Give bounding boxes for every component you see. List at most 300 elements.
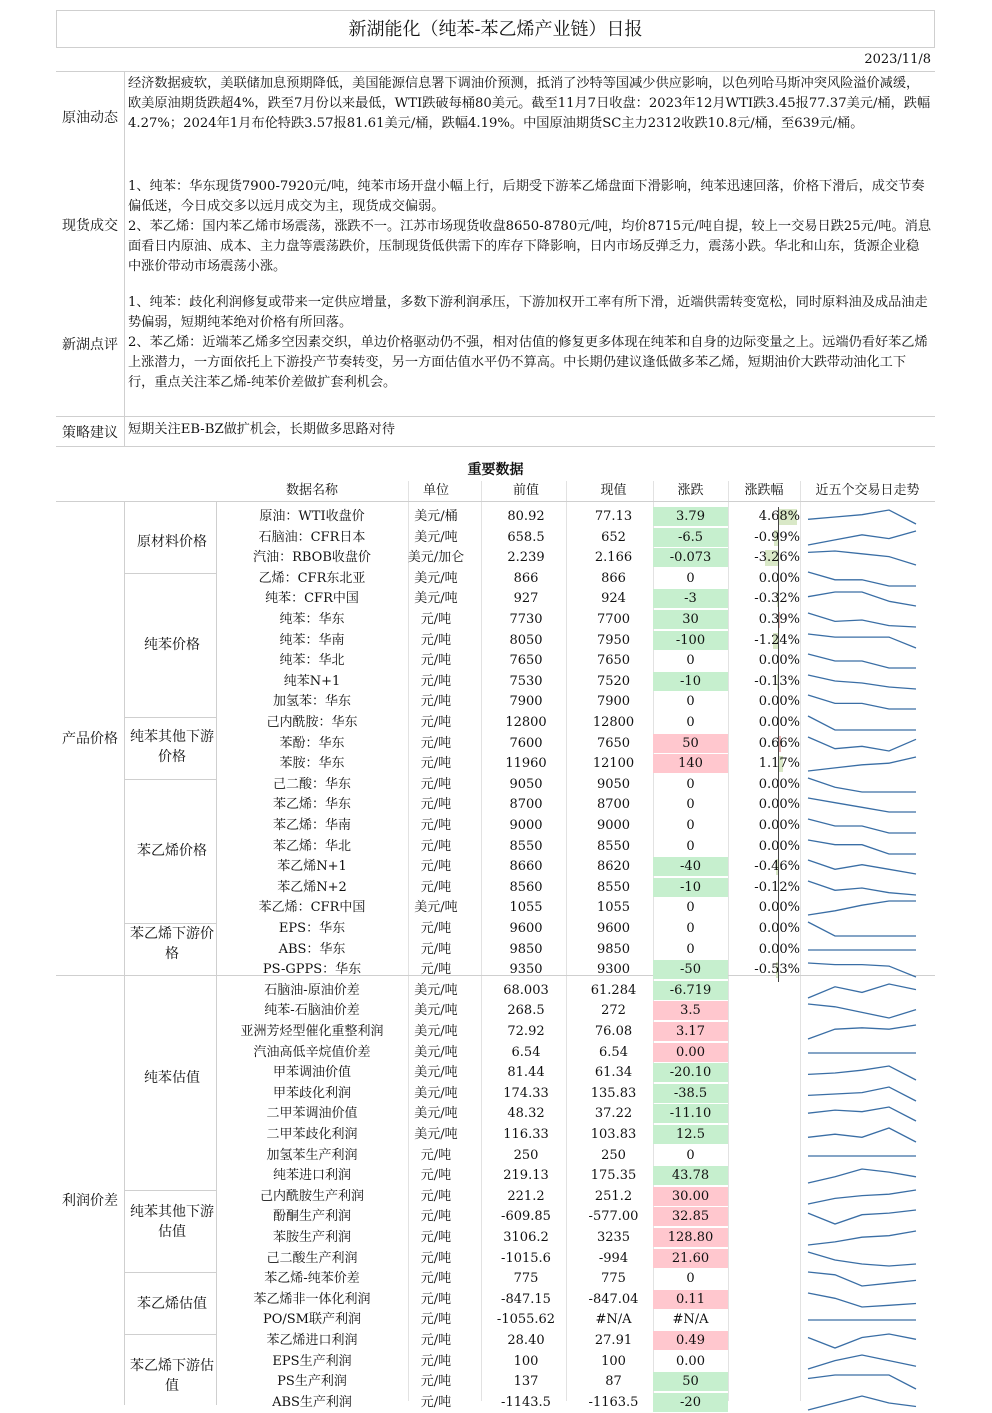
row-pct: -0.13% bbox=[728, 672, 800, 692]
row-curr: 7950 bbox=[566, 631, 661, 651]
group-label-product-price: 产品价格 bbox=[56, 728, 124, 748]
table-title: 重要数据 bbox=[56, 460, 935, 480]
trend-line bbox=[808, 1025, 916, 1039]
subgroup-label-benzene-valuation: 纯苯估值 bbox=[126, 1068, 218, 1088]
trend-line bbox=[808, 695, 916, 709]
row-curr: 77.13 bbox=[566, 507, 661, 527]
trend-sparkline bbox=[804, 1372, 922, 1392]
row-change: 0 bbox=[653, 816, 728, 836]
trend-sparkline bbox=[804, 1290, 922, 1310]
row-pct: -0.32% bbox=[728, 589, 800, 609]
row-curr: 135.83 bbox=[566, 1084, 661, 1104]
row-change: 0 bbox=[653, 1269, 728, 1289]
row-name: 苯酚：华东 bbox=[216, 734, 408, 754]
row-name: 原油：WTI收盘价 bbox=[216, 507, 408, 527]
trend-line bbox=[808, 634, 916, 648]
row-pct: 0.00% bbox=[728, 837, 800, 857]
row-change: 128.80 bbox=[653, 1228, 728, 1247]
row-unit: 元/吨 bbox=[391, 1352, 481, 1372]
trend-line bbox=[808, 531, 916, 545]
row-prev: 11960 bbox=[481, 754, 571, 774]
row-pct bbox=[728, 1166, 800, 1186]
trend-line bbox=[808, 1066, 916, 1080]
row-unit: 元/吨 bbox=[391, 1393, 481, 1413]
trend-sparkline bbox=[804, 1125, 922, 1145]
trend-sparkline bbox=[804, 1207, 922, 1227]
trend-sparkline bbox=[804, 589, 922, 609]
row-curr: 76.08 bbox=[566, 1022, 661, 1042]
row-pct bbox=[728, 981, 800, 1001]
table-row bbox=[56, 1187, 935, 1208]
trend-line bbox=[808, 922, 916, 936]
table-row bbox=[56, 1249, 935, 1270]
row-curr: 8620 bbox=[566, 857, 661, 877]
row-curr: 7650 bbox=[566, 734, 661, 754]
row-unit: 元/吨 bbox=[391, 1146, 481, 1166]
trend-sparkline bbox=[804, 631, 922, 651]
trend-sparkline bbox=[804, 1001, 922, 1021]
row-unit: 美元/吨 bbox=[391, 1063, 481, 1083]
table-row bbox=[56, 1166, 935, 1187]
row-prev: 68.003 bbox=[481, 981, 571, 1001]
row-prev: 927 bbox=[481, 589, 571, 609]
row-curr: 103.83 bbox=[566, 1125, 661, 1145]
row-curr: 87 bbox=[566, 1372, 661, 1392]
row-pct: 0.00% bbox=[728, 816, 800, 836]
row-curr: -577.00 bbox=[566, 1207, 661, 1227]
row-curr: 272 bbox=[566, 1001, 661, 1021]
row-prev: 9050 bbox=[481, 775, 571, 795]
col-header-name: 数据名称 bbox=[216, 481, 408, 501]
trend-line bbox=[808, 963, 916, 977]
row-change: -11.10 bbox=[653, 1104, 728, 1123]
trend-sparkline bbox=[804, 610, 922, 630]
row-name: ABS：华东 bbox=[216, 940, 408, 960]
table-row bbox=[56, 816, 935, 837]
row-change: 0 bbox=[653, 651, 728, 671]
row-curr: -994 bbox=[566, 1249, 661, 1269]
row-curr: 9050 bbox=[566, 775, 661, 795]
row-name: 苯胺：华东 bbox=[216, 754, 408, 774]
row-change: -20.10 bbox=[653, 1063, 728, 1082]
row-unit: 元/吨 bbox=[391, 795, 481, 815]
comment-paragraph-styrene: 2、苯乙烯：近端苯乙烯多空因素交织，单边价格驱动仍不强，相对估值的修复更多体现在纯苯和自身的边际变量之上。远端仍看好苯乙烯上涨潜力，一方面依托上下游投产节奏转变，另一方面估值水平仍不算高。中长期仍建议逢低做多苯乙烯，短期油价大跌带动油化工下行，重点关注苯乙烯-纯苯价差做扩套利机会。 bbox=[128, 333, 931, 393]
row-prev: 775 bbox=[481, 1269, 571, 1289]
row-curr: 61.34 bbox=[566, 1063, 661, 1083]
row-prev: 174.33 bbox=[481, 1084, 571, 1104]
row-name: 苯乙烯N+1 bbox=[216, 857, 408, 877]
row-curr: 8700 bbox=[566, 795, 661, 815]
trend-sparkline bbox=[804, 898, 922, 918]
row-name: 甲苯调油价值 bbox=[216, 1063, 408, 1083]
trend-line bbox=[808, 551, 916, 565]
row-unit: 元/吨 bbox=[391, 1166, 481, 1186]
trend-sparkline bbox=[804, 1043, 922, 1063]
table-row bbox=[56, 631, 935, 652]
row-pct: 0.00% bbox=[728, 795, 800, 815]
row-curr: 652 bbox=[566, 528, 661, 548]
row-name: EPS生产利润 bbox=[216, 1352, 408, 1372]
row-prev: 658.5 bbox=[481, 528, 571, 548]
row-name: 纯苯N+1 bbox=[216, 672, 408, 692]
trend-sparkline bbox=[804, 1269, 922, 1289]
table-row bbox=[56, 1146, 935, 1167]
row-name: 苯乙烯：华东 bbox=[216, 795, 408, 815]
row-pct bbox=[728, 1228, 800, 1248]
trend-sparkline bbox=[804, 734, 922, 754]
table-row bbox=[56, 898, 935, 919]
trend-sparkline bbox=[804, 837, 922, 857]
trend-line bbox=[808, 984, 916, 998]
section-divider bbox=[56, 71, 935, 72]
row-curr: 251.2 bbox=[566, 1187, 661, 1207]
row-curr: 61.284 bbox=[566, 981, 661, 1001]
table-row bbox=[56, 1290, 935, 1311]
table-row bbox=[56, 1001, 935, 1022]
trend-line bbox=[808, 778, 916, 792]
row-unit: 元/吨 bbox=[391, 734, 481, 754]
trend-line bbox=[808, 881, 916, 895]
trend-sparkline bbox=[804, 940, 922, 960]
row-name: 石脑油：CFR日本 bbox=[216, 528, 408, 548]
trend-line bbox=[808, 675, 916, 689]
crude-paragraph: 经济数据疲软，美联储加息预期降低，美国能源信息署下调油价预测，抵消了沙特等国减少供应影响，以色列哈马斯冲突风险溢价减缓，欧美原油期货跌超4%，跌至7月份以来最低，WTI跌破每桶80美元。截至11月7日收盘：2023年12月WTI跌3.45报77.37美元/桶，跌幅4.27%；2024年1月布伦特跌3.57报81.61美元/桶，跌幅4.19%。中国原油期货SC主力2312收跌10.8元/桶，至639元/桶。 bbox=[128, 74, 931, 134]
row-unit: 美元/吨 bbox=[391, 1022, 481, 1042]
section-label-strategy: 策略建议 bbox=[56, 422, 124, 442]
trend-sparkline bbox=[804, 1352, 922, 1372]
subgroup-label-styrene-valuation: 苯乙烯估值 bbox=[126, 1294, 218, 1314]
table-row bbox=[56, 548, 935, 569]
row-name: 己内酰胺生产利润 bbox=[216, 1187, 408, 1207]
row-unit: 元/吨 bbox=[391, 692, 481, 712]
row-curr: #N/A bbox=[566, 1310, 661, 1330]
subgroup-label-styrene-price: 苯乙烯价格 bbox=[126, 841, 218, 861]
trend-sparkline bbox=[804, 692, 922, 712]
spot-paragraph-benzene: 1、纯苯：华东现货7900-7920元/吨，纯苯市场开盘小幅上行，后期受下游苯乙烯盘面下滑影响，纯苯迅速回落，价格下滑后，成交节奏偏低迷，今日成交多以远月成交为主，现货成交偏弱。 bbox=[128, 177, 931, 217]
section-label-comment: 新湖点评 bbox=[56, 334, 124, 354]
table-row bbox=[56, 1104, 935, 1125]
row-curr: 37.22 bbox=[566, 1104, 661, 1124]
table-row bbox=[56, 1125, 935, 1146]
col-header-pct: 涨跌幅 bbox=[728, 481, 800, 501]
row-unit: 美元/吨 bbox=[391, 1043, 481, 1063]
trend-sparkline bbox=[804, 857, 922, 877]
row-unit: 元/吨 bbox=[391, 1331, 481, 1351]
table-row bbox=[56, 837, 935, 858]
trend-sparkline bbox=[804, 1146, 922, 1166]
row-pct: 0.00% bbox=[728, 692, 800, 712]
trend-line bbox=[808, 1355, 916, 1369]
row-pct: 0.00% bbox=[728, 651, 800, 671]
table-row bbox=[56, 940, 935, 961]
row-pct: 0.39% bbox=[728, 610, 800, 630]
row-prev: 7900 bbox=[481, 692, 571, 712]
row-pct: -0.12% bbox=[728, 878, 800, 898]
trend-sparkline bbox=[804, 1104, 922, 1124]
trend-line bbox=[808, 1293, 916, 1307]
spot-paragraph-styrene: 2、苯乙烯：国内苯乙烯市场震荡，涨跌不一。江苏市场现货收盘8650-8780元/吨，均价8715元/吨自提，较上一交易日跌25元/吨。消息面看日内原油、成本、主力盘等震荡跌价，压制现货低供需下的库存下降影响，日内市场反弹乏力，震荡小跌。华北和山东，货源企业稳中涨价带动市场震荡小涨。 bbox=[128, 217, 931, 277]
section-divider bbox=[56, 416, 935, 417]
row-unit: 元/吨 bbox=[391, 1290, 481, 1310]
table-row bbox=[56, 1043, 935, 1064]
table-row bbox=[56, 919, 935, 940]
row-name: PO/SM联产利润 bbox=[216, 1310, 408, 1330]
row-pct: 0.00% bbox=[728, 713, 800, 733]
row-pct bbox=[728, 1269, 800, 1289]
table-row bbox=[56, 713, 935, 734]
table-row bbox=[56, 1372, 935, 1393]
row-prev: 221.2 bbox=[481, 1187, 571, 1207]
row-pct bbox=[728, 1022, 800, 1042]
row-prev: 72.92 bbox=[481, 1022, 571, 1042]
trend-line bbox=[808, 819, 916, 833]
trend-line bbox=[808, 1252, 916, 1266]
row-unit: 元/吨 bbox=[391, 1269, 481, 1289]
row-pct bbox=[728, 1125, 800, 1145]
trend-line bbox=[808, 860, 916, 874]
row-name: 石脑油-原油价差 bbox=[216, 981, 408, 1001]
row-prev: 6.54 bbox=[481, 1043, 571, 1063]
row-name: 苯乙烯N+2 bbox=[216, 878, 408, 898]
row-change: 30.00 bbox=[653, 1187, 728, 1206]
row-curr: 9850 bbox=[566, 940, 661, 960]
trend-sparkline bbox=[804, 775, 922, 795]
row-prev: 9850 bbox=[481, 940, 571, 960]
row-prev: 7730 bbox=[481, 610, 571, 630]
subgroup-label-benzene-downstream-valuation: 纯苯其他下游估值 bbox=[126, 1202, 218, 1242]
section-text-comment bbox=[128, 293, 931, 404]
row-unit: 美元/加仑 bbox=[391, 548, 481, 568]
row-unit: 元/吨 bbox=[391, 940, 481, 960]
row-curr: 7520 bbox=[566, 672, 661, 692]
row-unit: 元/吨 bbox=[391, 651, 481, 671]
row-curr: 7700 bbox=[566, 610, 661, 630]
row-name: 汽油高低辛烷值价差 bbox=[216, 1043, 408, 1063]
row-name: PS-GPPS：华东 bbox=[216, 960, 408, 980]
row-name: 二甲苯调油价值 bbox=[216, 1104, 408, 1124]
row-pct bbox=[728, 1146, 800, 1166]
row-name: 苯乙烯-纯苯价差 bbox=[216, 1269, 408, 1289]
row-pct: 0.00% bbox=[728, 569, 800, 589]
row-change: 12.5 bbox=[653, 1125, 728, 1144]
subgroup-label-styrene-downstream-price: 苯乙烯下游价格 bbox=[126, 924, 218, 964]
row-curr: 3235 bbox=[566, 1228, 661, 1248]
table-row bbox=[56, 589, 935, 610]
row-prev: 8660 bbox=[481, 857, 571, 877]
row-change: 0 bbox=[653, 837, 728, 857]
trend-sparkline bbox=[804, 1022, 922, 1042]
trend-sparkline bbox=[804, 569, 922, 589]
row-change: -100 bbox=[653, 631, 728, 650]
row-change: 0 bbox=[653, 898, 728, 918]
row-unit: 美元/吨 bbox=[391, 589, 481, 609]
row-name: 酚酮生产利润 bbox=[216, 1207, 408, 1227]
row-curr: 8550 bbox=[566, 837, 661, 857]
row-change: -6.5 bbox=[653, 528, 728, 547]
row-name: 乙烯：CFR东北亚 bbox=[216, 569, 408, 589]
row-change: 0 bbox=[653, 775, 728, 795]
trend-sparkline bbox=[804, 960, 922, 980]
section-text-crude bbox=[128, 74, 931, 145]
trend-line bbox=[808, 1107, 916, 1121]
row-unit: 元/吨 bbox=[391, 816, 481, 836]
section-label-spot: 现货成交 bbox=[56, 215, 124, 235]
row-change: 30 bbox=[653, 610, 728, 629]
row-curr: 866 bbox=[566, 569, 661, 589]
row-name: PS生产利润 bbox=[216, 1372, 408, 1392]
row-change: 3.5 bbox=[653, 1001, 728, 1020]
row-name: 汽油：RBOB收盘价 bbox=[216, 548, 408, 568]
row-prev: -1015.6 bbox=[481, 1249, 571, 1269]
row-prev: 9350 bbox=[481, 960, 571, 980]
row-name: 己内酰胺：华东 bbox=[216, 713, 408, 733]
row-prev: 9600 bbox=[481, 919, 571, 939]
row-prev: -1143.5 bbox=[481, 1393, 571, 1413]
row-prev: 268.5 bbox=[481, 1001, 571, 1021]
row-unit: 元/吨 bbox=[391, 919, 481, 939]
trend-sparkline bbox=[804, 1249, 922, 1269]
table-row bbox=[56, 981, 935, 1002]
row-name: 苯乙烯：CFR中国 bbox=[216, 898, 408, 918]
row-name: EPS：华东 bbox=[216, 919, 408, 939]
row-curr: 100 bbox=[566, 1352, 661, 1372]
trend-line bbox=[808, 901, 916, 915]
row-change: 140 bbox=[653, 754, 728, 773]
row-prev: 866 bbox=[481, 569, 571, 589]
table-row bbox=[56, 857, 935, 878]
row-pct: -0.53% bbox=[728, 960, 800, 980]
table-row bbox=[56, 672, 935, 693]
row-unit: 元/吨 bbox=[391, 1228, 481, 1248]
row-curr: 8550 bbox=[566, 878, 661, 898]
col-header-change: 涨跌 bbox=[653, 481, 728, 501]
row-curr: 9600 bbox=[566, 919, 661, 939]
row-pct bbox=[728, 1043, 800, 1063]
trend-line bbox=[808, 1087, 916, 1101]
row-unit: 元/吨 bbox=[391, 754, 481, 774]
row-curr: 2.166 bbox=[566, 548, 661, 568]
row-change: 50 bbox=[653, 734, 728, 753]
row-pct bbox=[728, 1310, 800, 1330]
trend-line bbox=[808, 840, 916, 854]
row-curr: 12100 bbox=[566, 754, 661, 774]
daily-report-sheet bbox=[56, 10, 935, 1405]
subgroup-label-raw-material: 原材料价格 bbox=[126, 532, 218, 552]
row-unit: 美元/吨 bbox=[391, 569, 481, 589]
trend-sparkline bbox=[804, 1084, 922, 1104]
row-pct bbox=[728, 1249, 800, 1269]
row-name: 己二酸：华东 bbox=[216, 775, 408, 795]
trend-sparkline bbox=[804, 507, 922, 527]
table-row bbox=[56, 1022, 935, 1043]
row-pct: -0.46% bbox=[728, 857, 800, 877]
row-pct bbox=[728, 1187, 800, 1207]
row-curr: 6.54 bbox=[566, 1043, 661, 1063]
row-pct: 0.00% bbox=[728, 940, 800, 960]
row-change: 43.78 bbox=[653, 1166, 728, 1185]
row-unit: 美元/吨 bbox=[391, 1001, 481, 1021]
comment-paragraph-benzene: 1、纯苯：歧化利润修复或带来一定供应增量，多数下游利润承压，下游加权开工率有所下滑，近端供需转变宽松，同时原料油及成品油走势偏弱，短期纯苯绝对价格有所回落。 bbox=[128, 293, 931, 333]
row-curr: 924 bbox=[566, 589, 661, 609]
subgroup-label-styrene-downstream-valuation: 苯乙烯下游估值 bbox=[126, 1356, 218, 1396]
row-pct bbox=[728, 1104, 800, 1124]
row-pct: -1.24% bbox=[728, 631, 800, 651]
row-change: -38.5 bbox=[653, 1084, 728, 1103]
row-unit: 元/吨 bbox=[391, 610, 481, 630]
header-underline bbox=[56, 501, 935, 502]
trend-line bbox=[808, 798, 916, 812]
trend-line bbox=[808, 654, 916, 668]
row-name: 纯苯-石脑油价差 bbox=[216, 1001, 408, 1021]
col-header-unit: 单位 bbox=[391, 481, 481, 501]
row-change: -10 bbox=[653, 878, 728, 897]
section-text-strategy bbox=[128, 420, 931, 451]
trend-line bbox=[808, 613, 916, 627]
row-change: 0.00 bbox=[653, 1352, 728, 1372]
row-prev: 250 bbox=[481, 1146, 571, 1166]
row-pct bbox=[728, 1372, 800, 1392]
trend-line bbox=[808, 1169, 916, 1183]
row-pct: 0.00% bbox=[728, 919, 800, 939]
row-curr: -847.04 bbox=[566, 1290, 661, 1310]
row-name: 亚洲芳烃型催化重整利润 bbox=[216, 1022, 408, 1042]
row-prev: -847.15 bbox=[481, 1290, 571, 1310]
row-name: 二甲苯歧化利润 bbox=[216, 1125, 408, 1145]
row-prev: 8560 bbox=[481, 878, 571, 898]
row-change: 0 bbox=[653, 713, 728, 733]
trend-line bbox=[808, 1334, 916, 1348]
trend-line bbox=[808, 757, 916, 771]
trend-sparkline bbox=[804, 1063, 922, 1083]
report-title: 新湖能化（纯苯-苯乙烯产业链）日报 bbox=[56, 10, 935, 48]
row-change: -50 bbox=[653, 960, 728, 979]
trend-sparkline bbox=[804, 1166, 922, 1186]
row-curr: 250 bbox=[566, 1146, 661, 1166]
trend-sparkline bbox=[804, 981, 922, 1001]
trend-sparkline bbox=[804, 528, 922, 548]
table-row bbox=[56, 1310, 935, 1331]
row-curr: 7900 bbox=[566, 692, 661, 712]
trend-sparkline bbox=[804, 548, 922, 568]
col-header-trend: 近五个交易日走势 bbox=[800, 481, 935, 501]
row-prev: 12800 bbox=[481, 713, 571, 733]
section-text-spot bbox=[128, 177, 931, 288]
report-date: 2023/11/8 bbox=[864, 48, 931, 72]
row-name: 纯苯：CFR中国 bbox=[216, 589, 408, 609]
row-pct bbox=[728, 1207, 800, 1227]
row-name: 加氢苯生产利润 bbox=[216, 1146, 408, 1166]
row-change: 0 bbox=[653, 919, 728, 939]
trend-line bbox=[808, 1128, 916, 1142]
row-pct: 0.00% bbox=[728, 775, 800, 795]
row-prev: 7600 bbox=[481, 734, 571, 754]
table-row bbox=[56, 1352, 935, 1373]
row-name: 苯乙烯非一体化利润 bbox=[216, 1290, 408, 1310]
row-pct bbox=[728, 1063, 800, 1083]
row-prev: 8700 bbox=[481, 795, 571, 815]
row-change: 0 bbox=[653, 795, 728, 815]
row-unit: 元/吨 bbox=[391, 1310, 481, 1330]
row-prev: 7530 bbox=[481, 672, 571, 692]
trend-line bbox=[808, 1004, 916, 1018]
row-change: 0.49 bbox=[653, 1331, 728, 1350]
row-curr: 7650 bbox=[566, 651, 661, 671]
trend-line bbox=[808, 1231, 916, 1245]
row-prev: 3106.2 bbox=[481, 1228, 571, 1248]
row-prev: 137 bbox=[481, 1372, 571, 1392]
row-pct bbox=[728, 1084, 800, 1104]
row-curr: 9000 bbox=[566, 816, 661, 836]
